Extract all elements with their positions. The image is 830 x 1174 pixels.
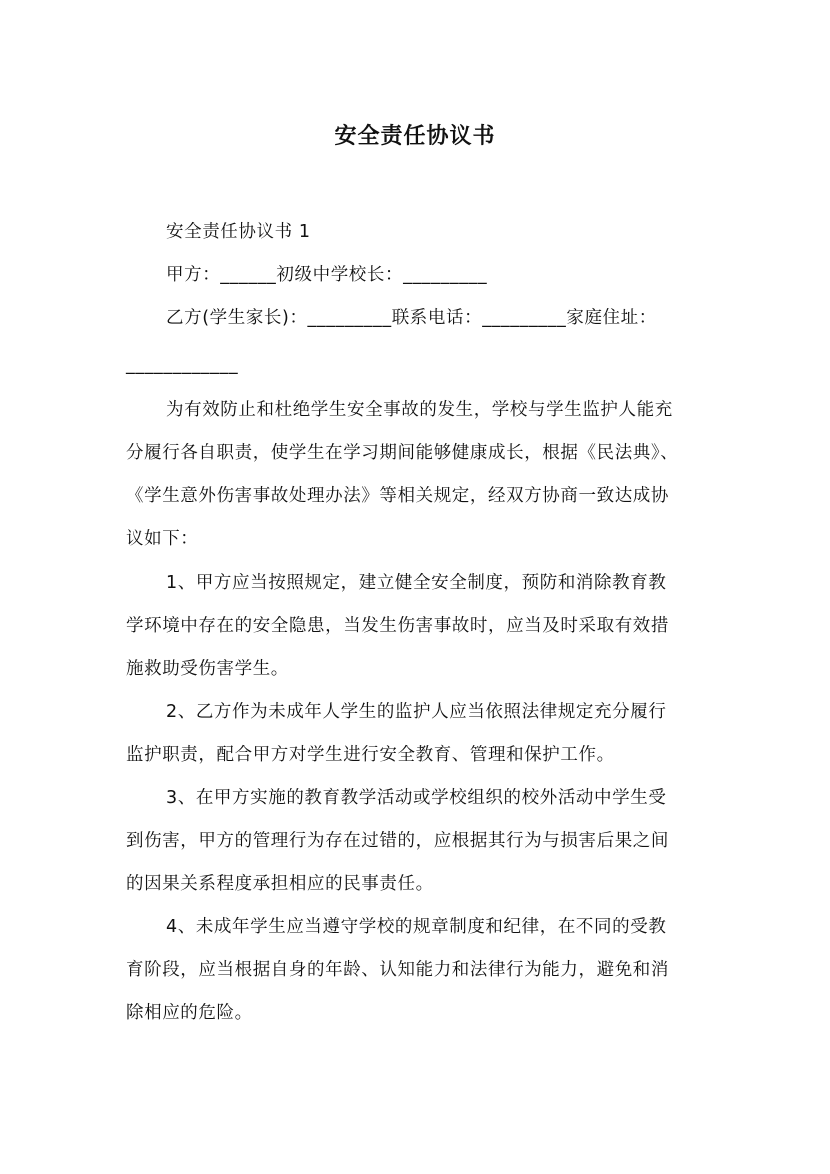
paragraph-1-line: 为有效防止和杜绝学生安全事故的发生，学校与学生监护人能充 bbox=[166, 400, 673, 420]
document-title: 安全责任协议书 bbox=[334, 124, 496, 149]
paragraph-4-line: 3、在甲方实施的教育教学活动或学校组织的校外活动中学生受 bbox=[166, 788, 667, 808]
paragraph-2-line: 施救助受伤害学生。 bbox=[126, 659, 289, 679]
paragraph-5-line: 育阶段，应当根据自身的年龄、认知能力和法律行为能力，避免和消 bbox=[126, 960, 669, 980]
paragraph-5-line: 4、未成年学生应当遵守学校的规章制度和纪律，在不同的受教 bbox=[166, 917, 667, 937]
paragraph-4-line: 的因果关系程度承担相应的民事责任。 bbox=[126, 874, 434, 894]
paragraph-2-line: 1、甲方应当按照规定，建立健全安全制度，预防和消除教育教 bbox=[166, 573, 667, 593]
party-a-line: 甲方：______初级中学校长：_________ bbox=[166, 265, 488, 285]
paragraph-1-line: 分履行各自职责，使学生在学习期间能够健康成长，根据《民法典》、 bbox=[126, 443, 679, 463]
paragraph-1-line: 议如下： bbox=[126, 529, 199, 549]
paragraph-2-line: 学环境中存在的安全隐患，当发生伤害事故时，应当及时采取有效措 bbox=[126, 616, 669, 636]
paragraph-5-line: 除相应的危险。 bbox=[126, 1003, 253, 1023]
paragraph-1-line: 《学生意外伤害事故处理办法》等相关规定，经双方协商一致达成协 bbox=[126, 486, 669, 506]
subtitle: 安全责任协议书 1 bbox=[166, 222, 311, 242]
paragraph-3-line: 监护职责，配合甲方对学生进行安全教育、管理和保护工作。 bbox=[126, 745, 615, 765]
party-b-line: 乙方(学生家长)：_________联系电话：_________家庭住址： bbox=[166, 308, 657, 328]
party-b-address-blank: ____________ bbox=[126, 355, 239, 375]
paragraph-3-line: 2、乙方作为未成年人学生的监护人应当依照法律规定充分履行 bbox=[166, 702, 667, 722]
paragraph-4-line: 到伤害，甲方的管理行为存在过错的，应根据其行为与损害后果之间 bbox=[126, 831, 669, 851]
